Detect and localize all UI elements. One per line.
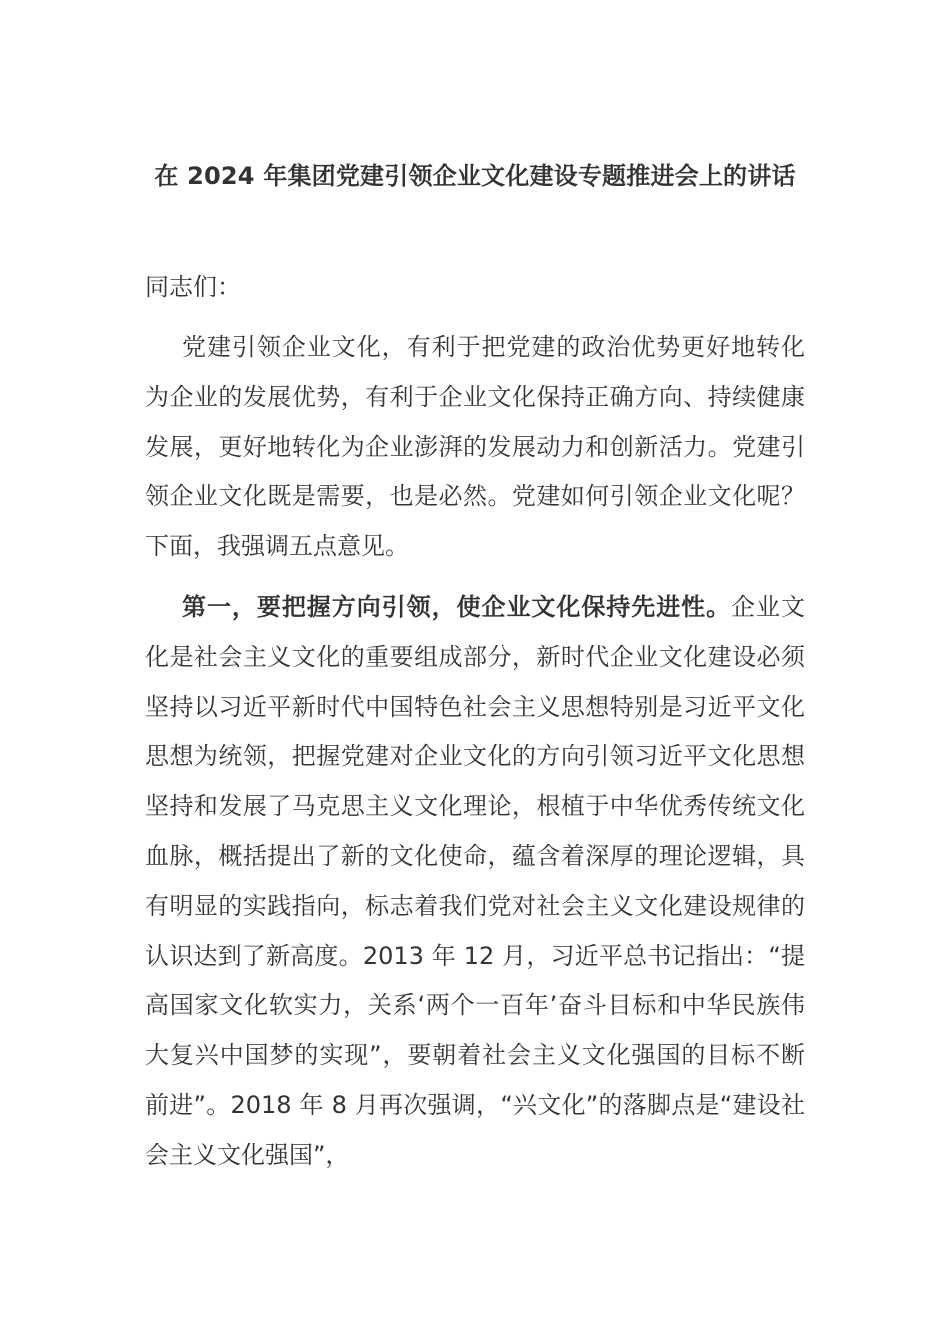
paragraph-point-one [145,583,805,1181]
paragraph-intro [145,323,805,572]
paragraph-text: 党建引领企业文化，有利于把党建的政治优势更好地转化为企业的发展优势，有利于企业文化保持正确方向、持续健康发展，更好地转化为企业澎湃的发展动力和创新活力。党建引领企业文化既是需要，也是必然。党建如何引领企业文化呢？下面，我强调五点意见。 [145,333,805,561]
paragraph-lead-heading: 第一，要把握方向引领，使企业文化保持先进性。 [182,593,732,621]
document-title: 在 2024 年集团党建引领企业文化建设专题推进会上的讲话 [154,162,796,190]
salutation: 同志们： [145,273,241,301]
paragraph-text: 企业文化是社会主义文化的重要组成部分，新时代企业文化建设必须坚持以习近平新时代中国特色社会主义思想特别是习近平文化思想为统领，把握党建对企业文化的方向引领习近平文化思想坚持和发展了马克思主义文化理论，根植于中华优秀传统文化血脉，概括提出了新的文化使命，蕴含着深厚的理论逻辑，具有明显的实践指向，标志着我们党对社会主义文化建设规律的认识达到了新高度。2013 年 12 月，习近平总书记指出：“提高国家文化软实力，关系‘两个一百年’奋斗目标和中华民族伟大复兴中国梦的实现”，要朝着社会主义文化强国的目标不断前进”。2018 年 8 月再次强调，“兴文化”的落脚点是“建设社会主义文化强国”， [145,593,806,1169]
